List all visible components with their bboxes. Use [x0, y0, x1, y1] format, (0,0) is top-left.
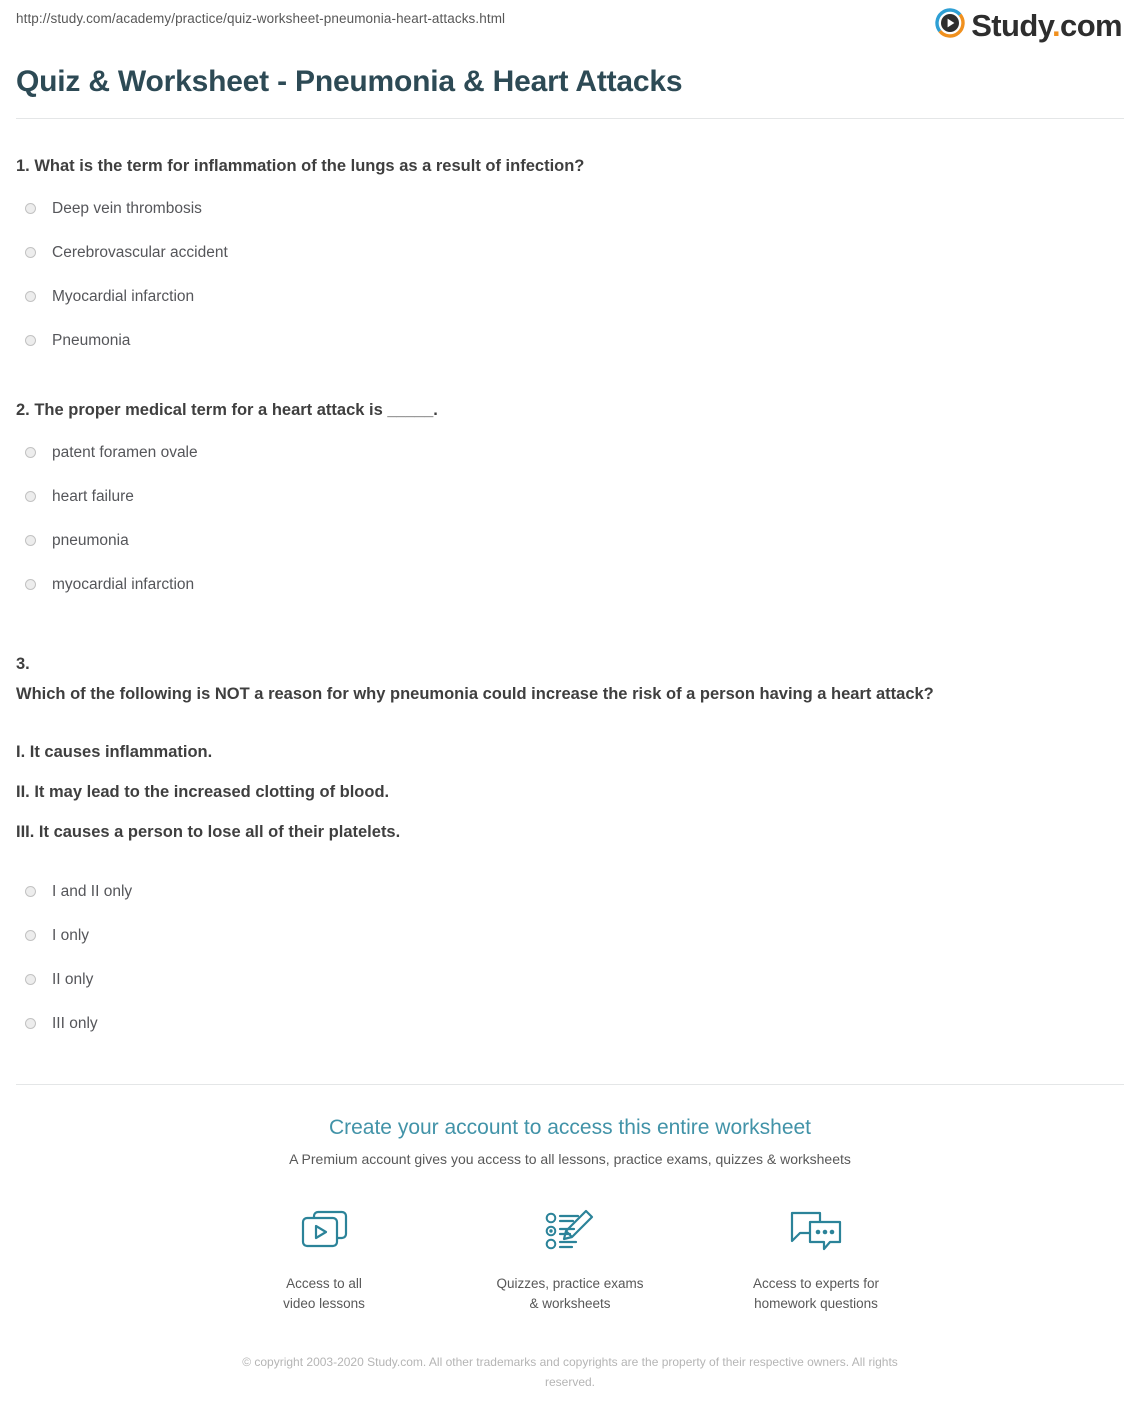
radio-button-icon[interactable]	[25, 974, 36, 985]
option-row[interactable]	[16, 275, 1124, 319]
option-label: I only	[52, 926, 90, 944]
feature-caption	[741, 1274, 891, 1313]
option-row[interactable]	[16, 187, 1124, 231]
statement-iii: III. It causes a person to lose all of their platelets.	[16, 822, 401, 841]
radio-button-icon[interactable]	[25, 886, 36, 897]
radio-button-icon[interactable]	[25, 579, 36, 590]
question-1-prompt: 1. What is the term for inflammation of the lungs as a result of infection?	[16, 157, 585, 175]
page-title: Quiz & Worksheet - Pneumonia & Heart Attacks	[16, 65, 683, 98]
question-2	[16, 399, 1124, 607]
statement-ii: II. It may lead to the increased clotting of blood.	[16, 782, 390, 801]
radio-button-icon[interactable]	[25, 491, 36, 502]
option-label: II only	[52, 970, 94, 988]
play-circle-icon	[935, 8, 965, 43]
option-label: heart failure	[52, 487, 134, 505]
feature-caption	[495, 1274, 645, 1313]
footer-section	[0, 1084, 1140, 1416]
option-label: pneumonia	[52, 531, 129, 549]
radio-button-icon[interactable]	[25, 335, 36, 346]
option-label: Myocardial infarction	[52, 287, 195, 305]
option-row[interactable]	[16, 319, 1124, 363]
question-3-options	[16, 870, 1124, 1046]
feature-caption	[249, 1274, 399, 1313]
option-row[interactable]	[16, 475, 1124, 519]
question-2-prompt: 2. The proper medical term for a heart attack is _____.	[16, 400, 438, 419]
cta-subtitle: A Premium account gives you access to all lessons, practice exams, quizzes & worksheets	[289, 1151, 851, 1168]
questions-container	[0, 155, 1140, 1046]
option-label: patent foramen ovale	[52, 443, 198, 461]
radio-button-icon[interactable]	[25, 535, 36, 546]
option-row[interactable]	[16, 958, 1124, 1002]
feature-experts	[741, 1200, 891, 1313]
question-3-number: 3.	[16, 654, 30, 673]
feature-quizzes	[495, 1200, 645, 1313]
title-divider	[16, 118, 1124, 119]
logo-name: Study	[971, 8, 1053, 43]
option-label: III only	[52, 1014, 98, 1032]
logo-tld: com	[1060, 8, 1122, 43]
page-url: http://study.com/academy/practice/quiz-worksheet-pneumonia-heart-attacks.html	[16, 11, 506, 26]
cta-title[interactable]: Create your account to access this entire worksheet	[328, 1115, 812, 1139]
create-account-cta	[16, 1085, 1124, 1314]
option-label: myocardial infarction	[52, 575, 195, 593]
option-row[interactable]	[16, 914, 1124, 958]
logo-dot: .	[1052, 8, 1061, 43]
question-2-options	[16, 431, 1124, 607]
chat-bubbles-icon	[741, 1200, 891, 1262]
feature-list	[16, 1200, 1124, 1313]
option-row[interactable]	[16, 870, 1124, 914]
option-label: Deep vein thrombosis	[52, 199, 202, 217]
feature-caption-line1: Quizzes, practice exams	[496, 1276, 644, 1292]
radio-button-icon[interactable]	[25, 930, 36, 941]
question-3	[16, 653, 1124, 1046]
option-row[interactable]	[16, 519, 1124, 563]
feature-caption-line1: Access to experts for	[752, 1276, 880, 1292]
question-3-prompt: Which of the following is NOT a reason for why pneumonia could increase the risk of a person having a heart attack?	[16, 684, 934, 703]
feature-caption-line2: & worksheets	[529, 1295, 611, 1311]
question-1-options	[16, 187, 1124, 363]
question-3-statements	[16, 741, 1124, 844]
video-lessons-icon	[249, 1200, 399, 1262]
study-com-logo[interactable]	[935, 8, 1122, 43]
option-label: I and II only	[52, 882, 133, 900]
radio-button-icon[interactable]	[25, 247, 36, 258]
option-row[interactable]	[16, 1002, 1124, 1046]
option-row[interactable]	[16, 563, 1124, 607]
radio-button-icon[interactable]	[25, 291, 36, 302]
option-label: Cerebrovascular accident	[52, 243, 228, 261]
feature-caption-line2: homework questions	[754, 1295, 878, 1311]
option-row[interactable]	[16, 431, 1124, 475]
option-row[interactable]	[16, 231, 1124, 275]
logo-wordmark	[971, 10, 1122, 41]
statement-i: I. It causes inflammation.	[16, 742, 213, 761]
radio-button-icon[interactable]	[25, 1018, 36, 1029]
page-header	[0, 0, 1140, 56]
quiz-pencil-icon	[495, 1200, 645, 1262]
feature-caption-line1: Access to all	[286, 1276, 362, 1292]
feature-caption-line2: video lessons	[283, 1295, 365, 1311]
title-section	[0, 64, 1140, 100]
radio-button-icon[interactable]	[25, 447, 36, 458]
radio-button-icon[interactable]	[25, 203, 36, 214]
question-1	[16, 155, 1124, 363]
option-label: Pneumonia	[52, 331, 131, 349]
feature-video-lessons	[249, 1200, 399, 1313]
copyright-text: © copyright 2003-2020 Study.com. All other trademarks and copyrights are the property of their respective owners. All rights reserved.	[242, 1355, 898, 1389]
